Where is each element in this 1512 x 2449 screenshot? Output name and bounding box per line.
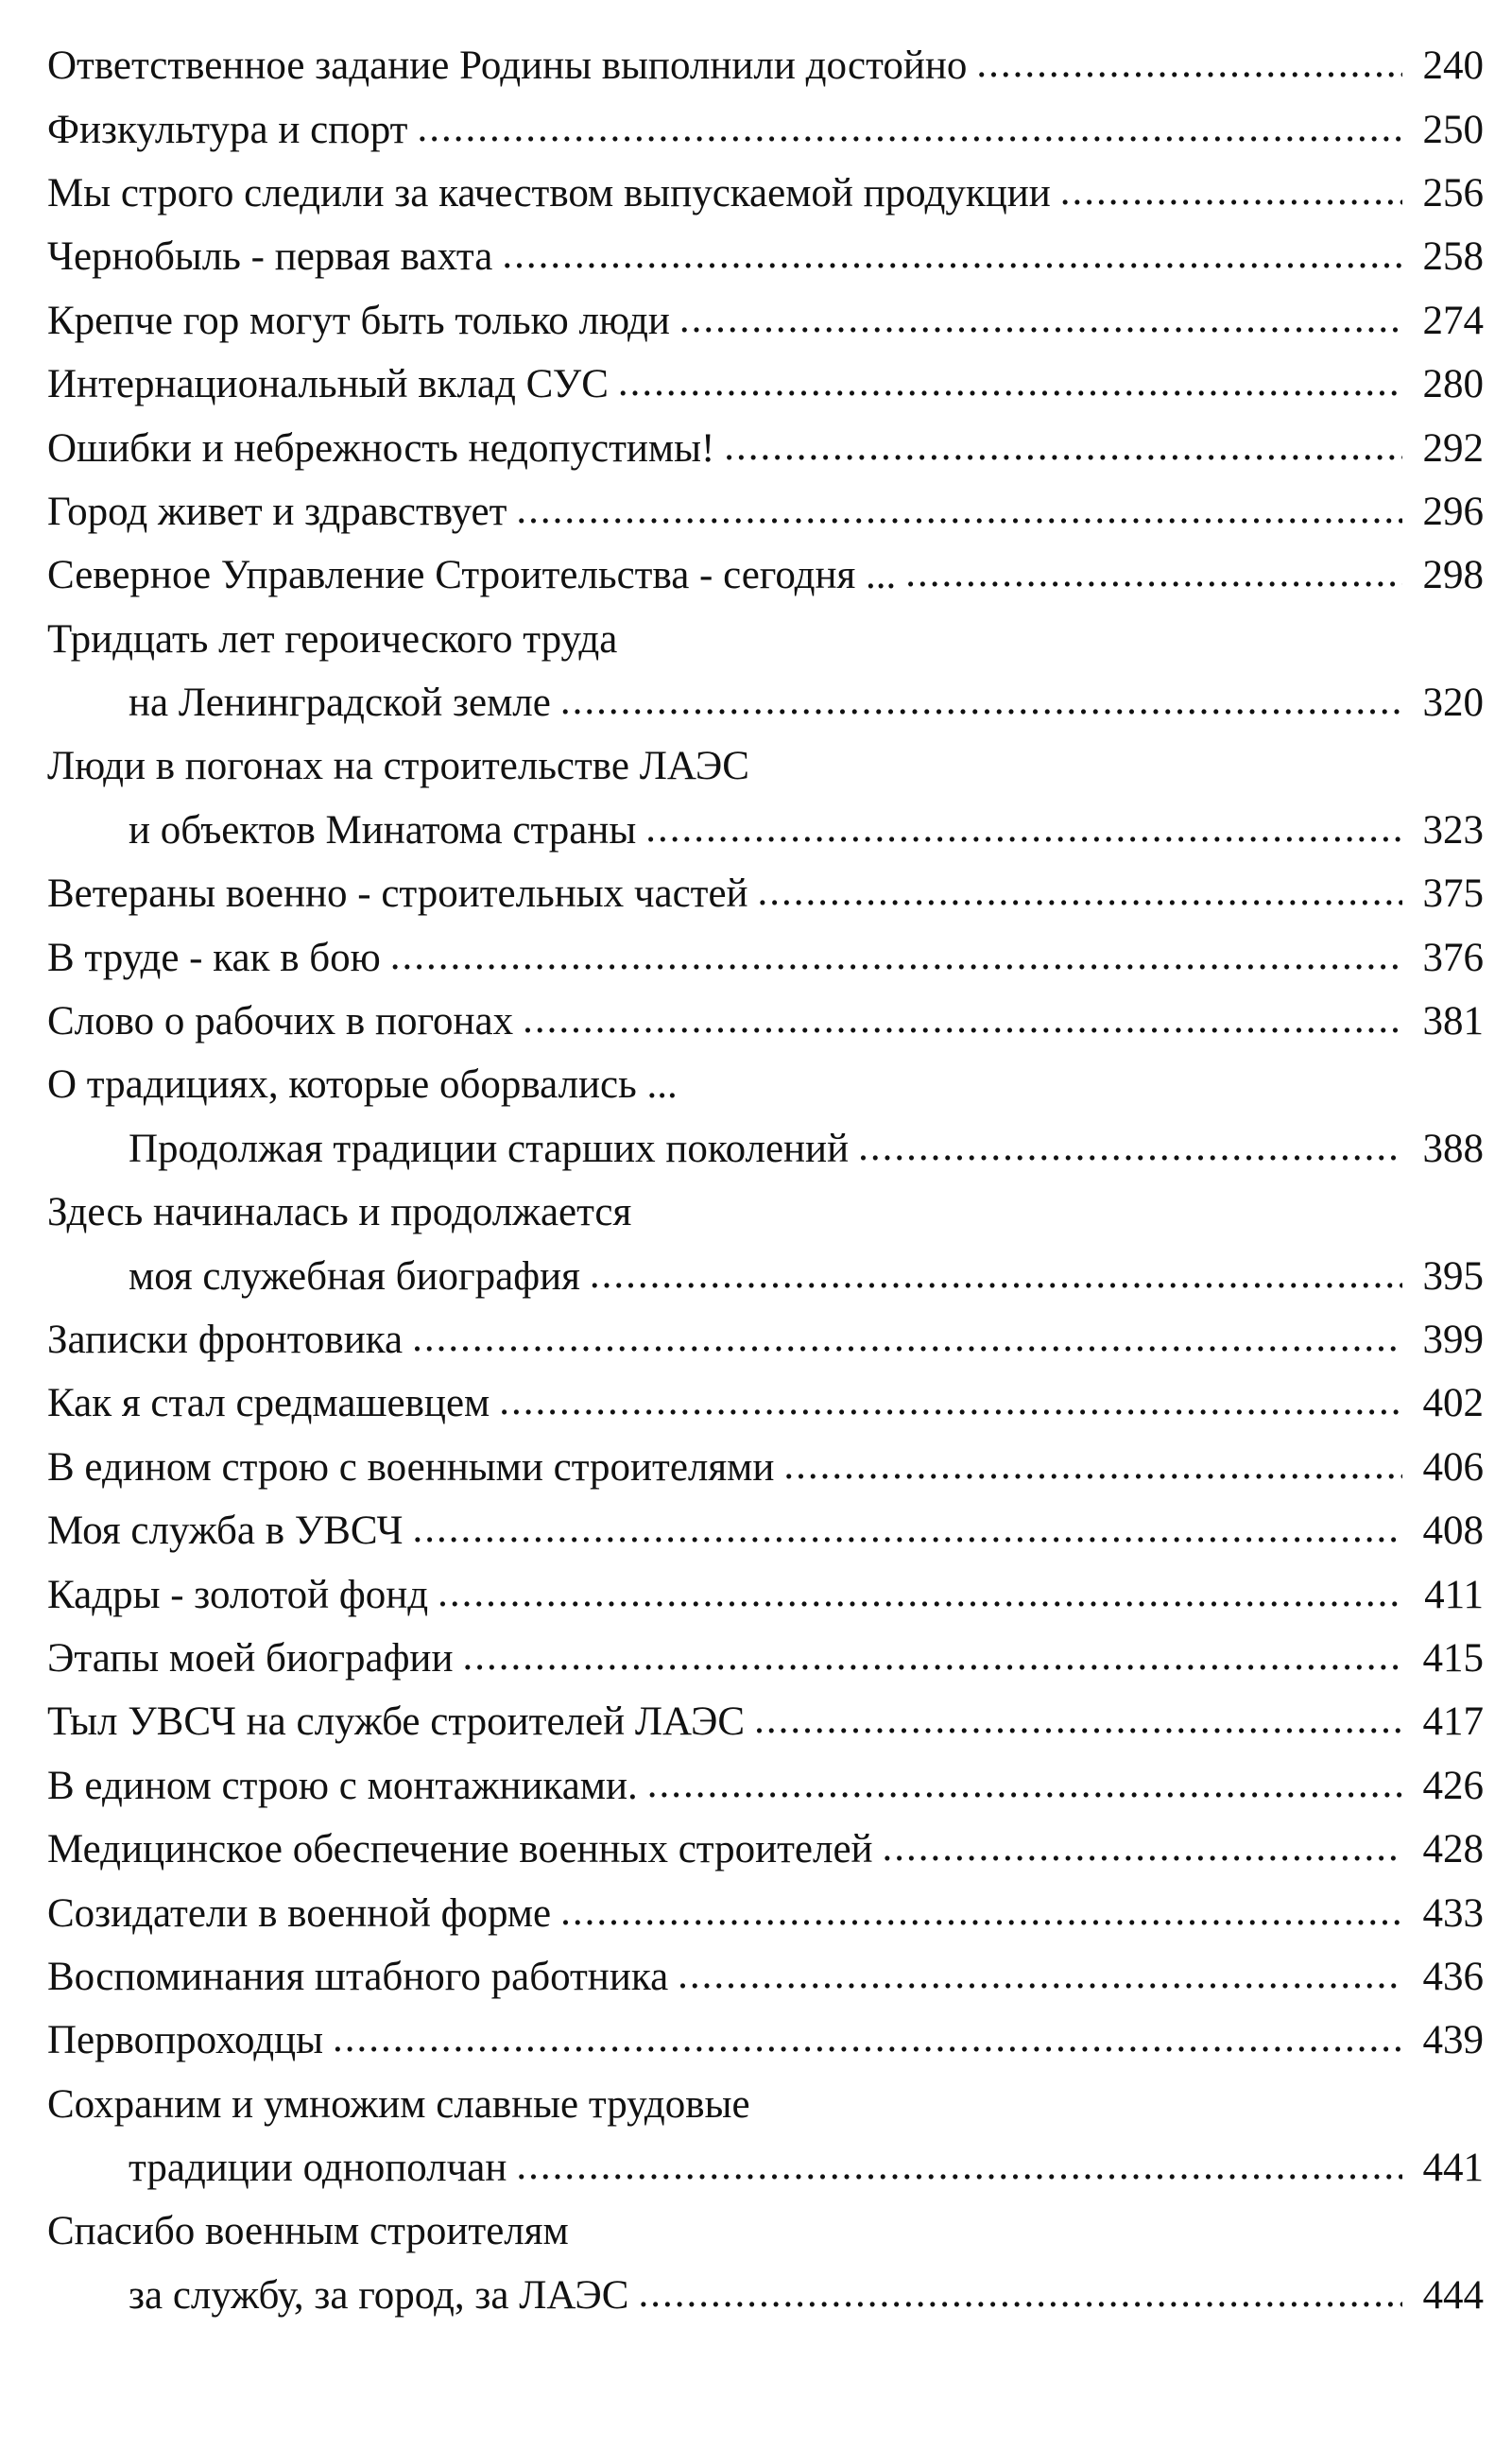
dot-leader — [647, 1764, 1402, 1804]
toc-entry-title: В едином строю с монтажниками. — [47, 1763, 638, 1808]
toc-entry-page: 408 — [1422, 1509, 1484, 1554]
dot-leader — [412, 1318, 1402, 1358]
toc-entry — [47, 1117, 1484, 1181]
toc-entry-heading — [47, 2073, 1484, 2136]
toc-entry-title: Воспоминания штабного работника — [47, 1954, 669, 1999]
toc-entry-title: Слово о рабочих в погонах — [47, 999, 514, 1044]
toc-entry-title: Крепче гор могут быть только люди — [47, 298, 670, 343]
toc-entry-title: Записки фронтовика — [47, 1318, 404, 1362]
dot-leader — [905, 553, 1402, 594]
toc-entry-page: 298 — [1422, 553, 1484, 598]
toc-entry-page: 439 — [1422, 2018, 1484, 2063]
dot-leader — [883, 1827, 1402, 1868]
toc-entry — [47, 1690, 1484, 1753]
dot-leader — [1060, 171, 1402, 212]
toc-entry — [47, 2009, 1484, 2072]
dot-leader — [438, 1573, 1402, 1613]
toc-entry — [47, 1436, 1484, 1499]
dot-leader — [638, 2273, 1402, 2314]
toc-entry-title: и объектов Минатома страны — [129, 807, 637, 853]
dot-leader — [754, 1699, 1402, 1740]
toc-entry-page: 381 — [1422, 999, 1484, 1044]
toc-entry-page: 323 — [1422, 807, 1484, 853]
dot-leader — [783, 1445, 1402, 1486]
toc-entry — [47, 543, 1484, 607]
toc-entry — [47, 1244, 1484, 1307]
toc-entry-title: моя служебная биография — [129, 1253, 580, 1299]
toc-entry-title: на Ленинградской земле — [129, 681, 551, 726]
toc-entry — [47, 925, 1484, 989]
toc-entry-page: 280 — [1422, 362, 1484, 407]
toc-entry-page: 444 — [1422, 2272, 1484, 2318]
dot-leader — [516, 2146, 1402, 2186]
toc-entry-title: Кадры - золотой фонд — [47, 1572, 429, 1617]
toc-entry-title: Моя служба в УВСЧ — [47, 1509, 404, 1554]
toc-entry-title: Ошибки и небрежность недопустимы! — [47, 425, 715, 471]
toc-entry — [47, 990, 1484, 1053]
toc-entry — [47, 2264, 1484, 2327]
toc-entry-page: 376 — [1422, 935, 1484, 980]
toc-entry — [47, 671, 1484, 734]
toc-entry-title: Здесь начиналась и продолжается — [47, 1190, 632, 1235]
toc-entry-title: Люди в погонах на строительстве ЛАЭС — [47, 744, 749, 789]
toc-entry-title: Тыл УВСЧ на службе строителей ЛАЭС — [47, 1699, 746, 1745]
toc-entry-page: 406 — [1422, 1444, 1484, 1490]
toc-entry-title: Тридцать лет героического труда — [47, 616, 618, 662]
toc-entry — [47, 480, 1484, 543]
toc-entry-title: Первопроходцы — [47, 2018, 323, 2063]
toc-entry — [47, 416, 1484, 479]
dot-leader — [502, 234, 1402, 275]
toc-entry-title: О традициях, которые оборвались ... — [47, 1062, 678, 1108]
toc-entry-title: Физкультура и спорт — [47, 107, 408, 152]
toc-entry-heading — [47, 2199, 1484, 2263]
toc-entry-title: Чернобыль - первая вахта — [47, 234, 493, 280]
toc-entry-title: Сохраним и умножим славные трудовые — [47, 2081, 750, 2127]
dot-leader — [645, 808, 1402, 849]
toc-entry — [47, 1499, 1484, 1562]
toc-entry — [47, 799, 1484, 862]
toc-entry — [47, 34, 1484, 97]
toc-entry — [47, 289, 1484, 353]
toc-entry — [47, 1627, 1484, 1690]
toc-entry — [47, 1881, 1484, 1944]
toc-entry-page: 240 — [1422, 43, 1484, 89]
dot-leader — [516, 490, 1402, 530]
dot-leader — [412, 1509, 1402, 1549]
toc-entry-heading — [47, 734, 1484, 798]
toc-entry-title: Продолжая традиции старших поколений — [129, 1126, 850, 1171]
dot-leader — [560, 681, 1402, 721]
toc-entry-title: В труде - как в бою — [47, 935, 381, 980]
toc-entry — [47, 1945, 1484, 2009]
toc-entry-page: 428 — [1422, 1827, 1484, 1872]
toc-entry-title: Мы строго следили за качеством выпускаемой продукции — [47, 170, 1051, 216]
toc-entry — [47, 162, 1484, 225]
toc-entry-page: 296 — [1422, 489, 1484, 534]
toc-entry — [47, 225, 1484, 288]
toc-entry-title: Ответственное задание Родины выполнили достойно — [47, 43, 968, 89]
toc-entry-title: за службу, за город, за ЛАЭС — [129, 2272, 629, 2318]
toc-entry — [47, 1754, 1484, 1818]
dot-leader — [858, 1127, 1402, 1167]
toc-entry-page: 375 — [1422, 871, 1484, 917]
toc-entry — [47, 97, 1484, 161]
toc-entry — [47, 1562, 1484, 1626]
toc-entry-page: 388 — [1422, 1126, 1484, 1171]
toc-entry-page: 402 — [1422, 1381, 1484, 1426]
dot-leader — [523, 999, 1402, 1040]
toc-entry-title: Созидатели в военной форме — [47, 1890, 552, 1936]
toc-entry-title: традиции однополчан — [129, 2146, 507, 2191]
toc-entry-page: 433 — [1422, 1890, 1484, 1936]
toc-entry-page: 274 — [1422, 298, 1484, 343]
toc-entry-page: 399 — [1422, 1318, 1484, 1362]
toc-entry-page: 417 — [1422, 1699, 1484, 1745]
dot-leader — [618, 362, 1402, 403]
dot-leader — [590, 1254, 1402, 1295]
toc-entry-title: Ветераны военно - строительных частей — [47, 871, 748, 917]
toc-entry — [47, 353, 1484, 416]
dot-leader — [976, 43, 1402, 84]
toc-entry-page: 411 — [1424, 1572, 1484, 1617]
toc-entry-heading — [47, 1181, 1484, 1244]
dot-leader — [333, 2018, 1402, 2059]
toc-entry-page: 250 — [1422, 107, 1484, 152]
toc-entry-page: 441 — [1422, 2146, 1484, 2191]
dot-leader — [679, 299, 1402, 339]
dot-leader — [499, 1381, 1402, 1422]
toc-entry-title: Медицинское обеспечение военных строителей — [47, 1827, 873, 1872]
toc-entry-heading — [47, 608, 1484, 671]
dot-leader — [462, 1636, 1402, 1677]
toc-entry-title: В едином строю с военными строителями — [47, 1444, 775, 1490]
toc-entry — [47, 1818, 1484, 1881]
toc-entry — [47, 1371, 1484, 1435]
toc-entry-page: 436 — [1422, 1954, 1484, 1999]
table-of-contents — [47, 34, 1484, 2327]
toc-entry-title: Интернациональный вклад СУС — [47, 362, 609, 407]
dot-leader — [724, 426, 1402, 467]
toc-entry-page: 426 — [1422, 1763, 1484, 1808]
toc-entry-title: Спасибо военным строителям — [47, 2209, 569, 2254]
toc-entry-page: 320 — [1422, 681, 1484, 726]
toc-entry-page: 415 — [1422, 1635, 1484, 1681]
toc-entry — [47, 2136, 1484, 2199]
dot-leader — [758, 871, 1402, 912]
toc-entry — [47, 1308, 1484, 1371]
toc-entry-title: Северное Управление Строительства - сегодня ... — [47, 553, 897, 598]
toc-entry-page: 292 — [1422, 425, 1484, 471]
toc-entry-title: Как я стал средмашевцем — [47, 1381, 490, 1426]
dot-leader — [390, 936, 1402, 976]
dot-leader — [678, 1955, 1402, 1995]
dot-leader — [560, 1891, 1402, 1932]
toc-entry — [47, 862, 1484, 925]
toc-entry-heading — [47, 1053, 1484, 1116]
toc-entry-title: Этапы моей биографии — [47, 1635, 454, 1681]
toc-entry-page: 395 — [1422, 1253, 1484, 1299]
toc-entry-page: 256 — [1422, 170, 1484, 216]
dot-leader — [417, 108, 1402, 148]
toc-entry-page: 258 — [1422, 234, 1484, 280]
toc-entry-title: Город живет и здравствует — [47, 489, 507, 534]
